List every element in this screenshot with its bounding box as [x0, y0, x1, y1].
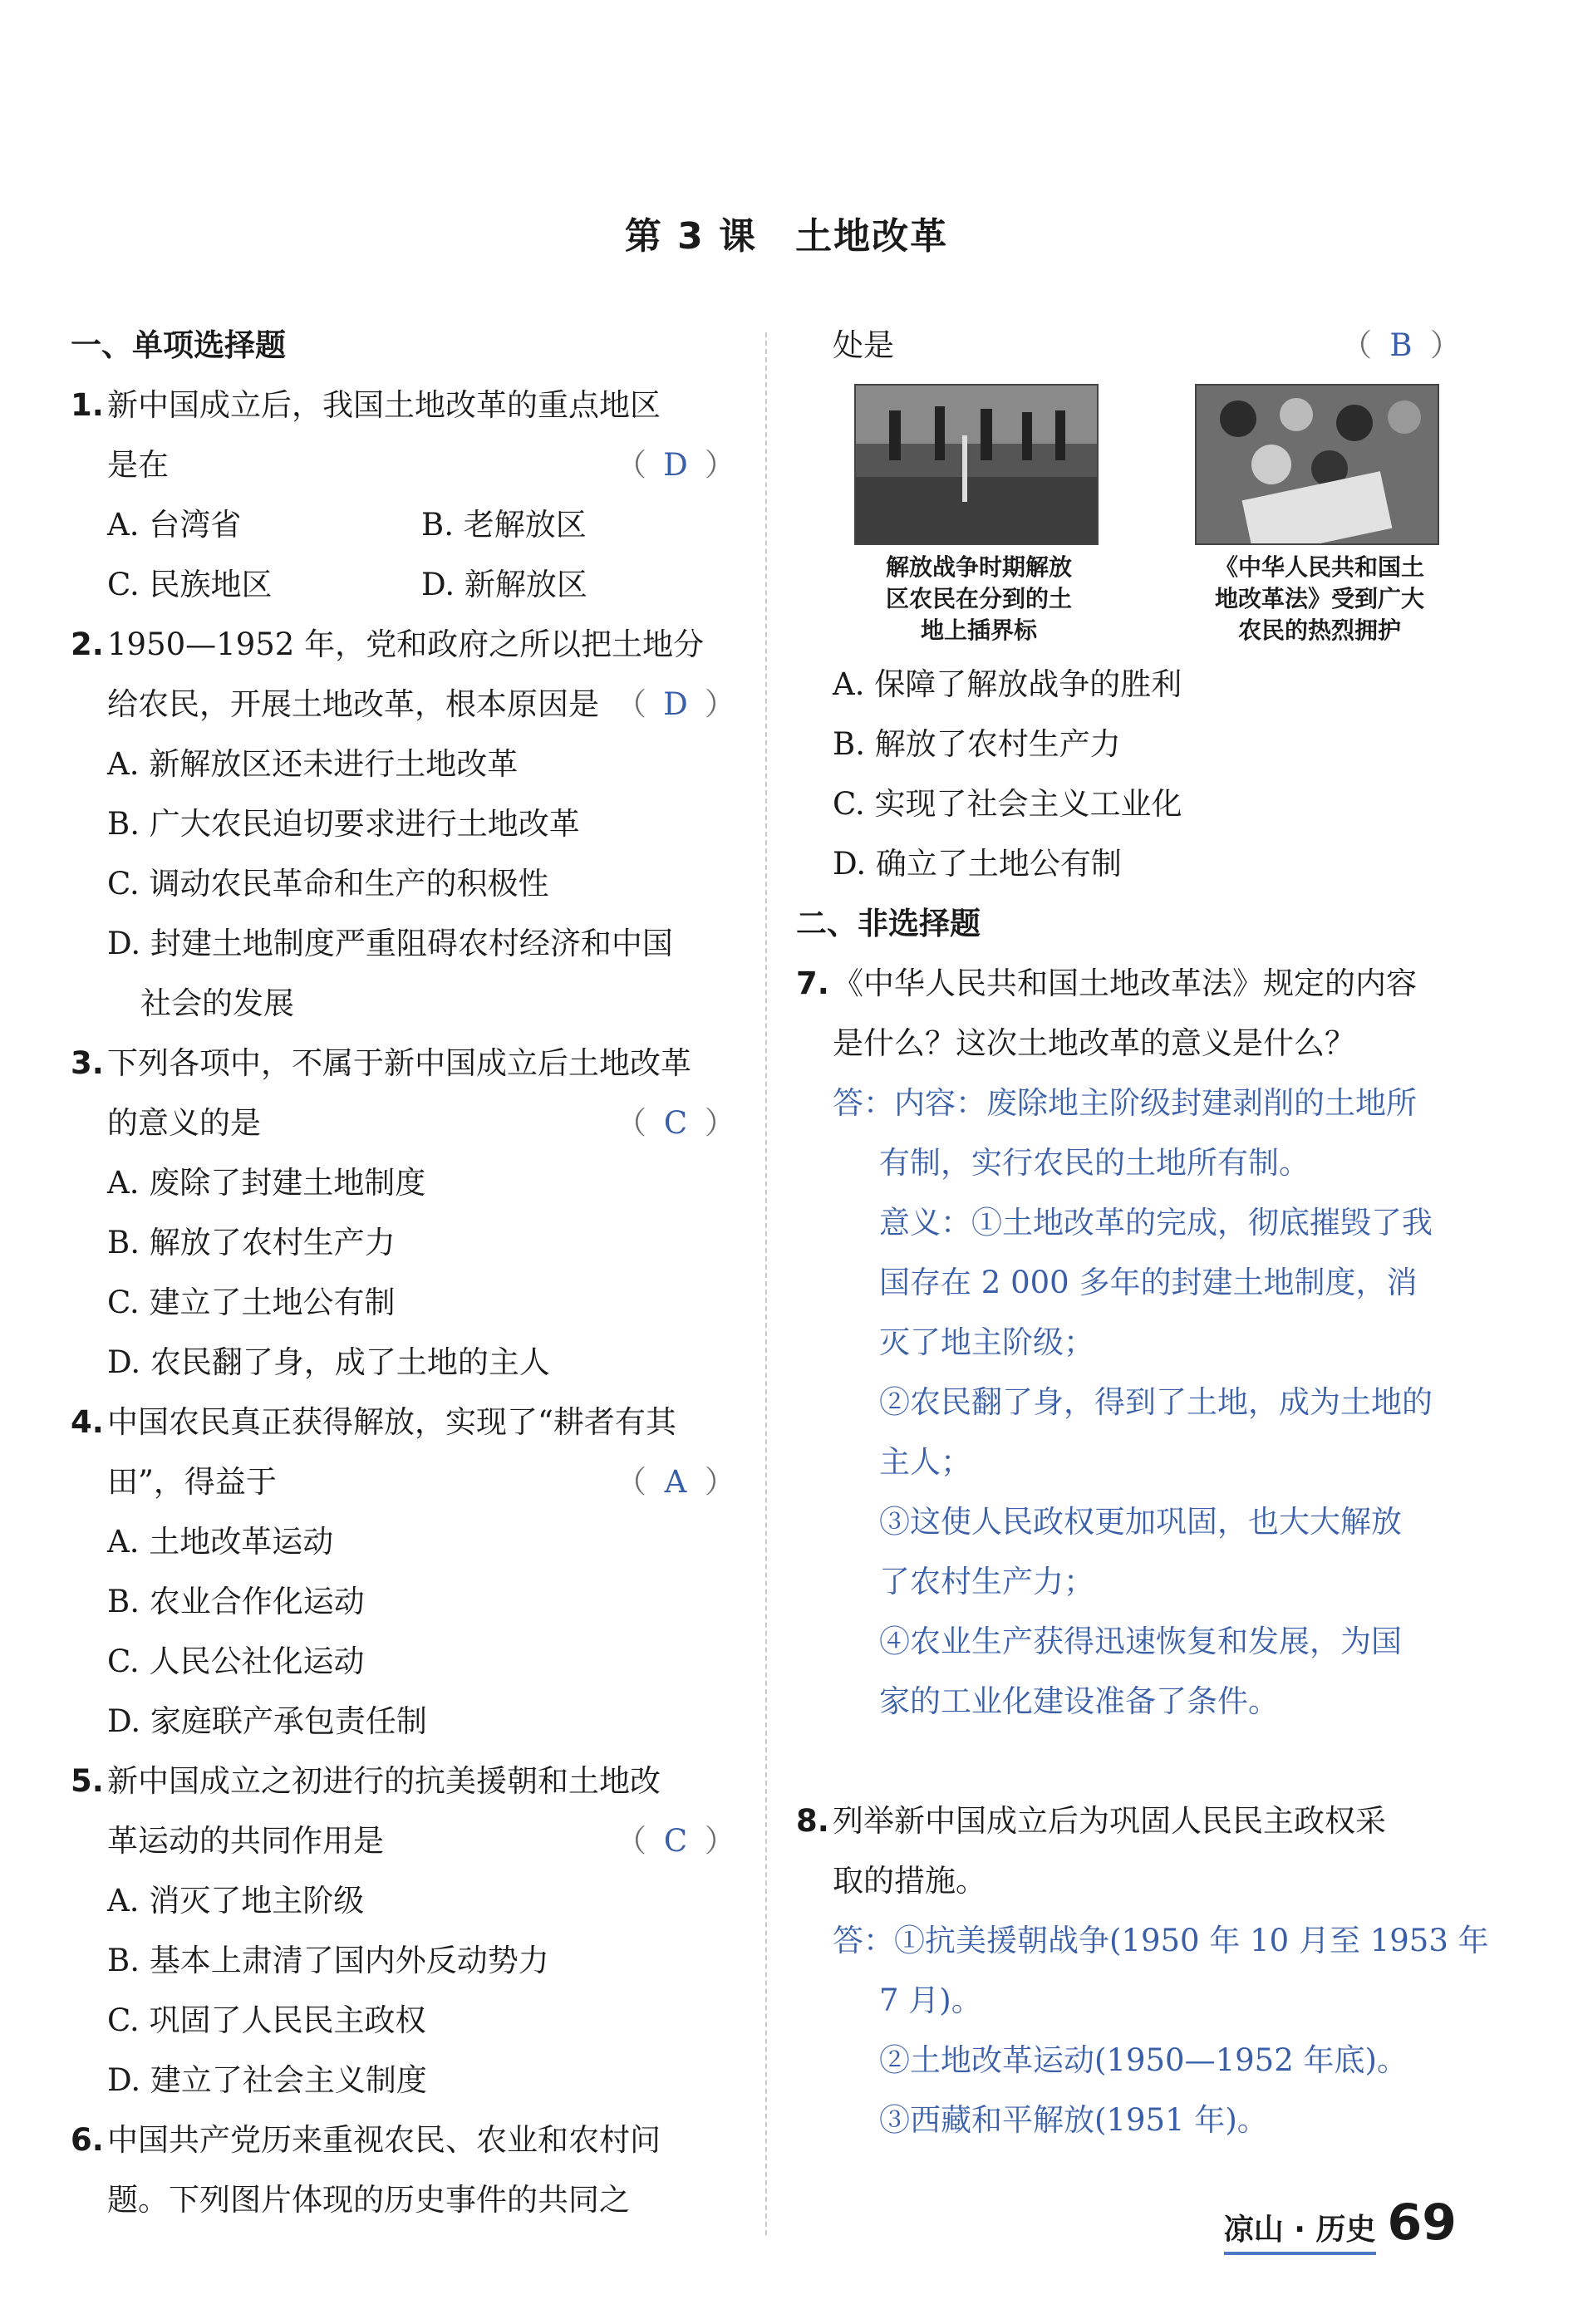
question-text: 新中国成立后，我国土地改革的重点地区	[107, 387, 661, 423]
option-c: C. 巩固了人民民主政权	[107, 2002, 426, 2038]
answer-line: 答：①抗美援朝战争(1950 年 10 月至 1953 年	[833, 1923, 1489, 1958]
section-heading-single-choice: 一、单项选择题	[71, 327, 286, 363]
answer-bracket: （ D ）	[616, 435, 735, 495]
question-text: 是在	[107, 447, 169, 483]
question-number: 1.	[71, 387, 104, 423]
answer-value: C	[663, 1105, 688, 1141]
option-d: D. 家庭联产承包责任制	[107, 1703, 427, 1739]
option-d: D. 确立了土地公有制	[833, 846, 1122, 882]
question-3	[71, 1034, 735, 1393]
question-4	[71, 1393, 735, 1752]
answer-bracket: （ C ）	[616, 1093, 735, 1153]
answer-line: 7 月)。	[879, 1983, 982, 2018]
question-text: 取的措施。	[833, 1863, 986, 1899]
question-text: 1950—1952 年，党和政府之所以把土地分	[107, 626, 705, 662]
question-6-photos	[796, 376, 1461, 655]
question-text: 题。下列图片体现的历史事件的共同之	[107, 2182, 630, 2218]
question-6	[71, 2110, 735, 2230]
option-a: A. 保障了解放战争的胜利	[833, 666, 1182, 702]
question-number: 2.	[71, 626, 104, 662]
question-8	[796, 1791, 1489, 2150]
option-d: D. 农民翻了身，成了土地的主人	[107, 1344, 550, 1380]
question-number: 3.	[71, 1045, 104, 1081]
answer-line: 意义：①土地改革的完成，彻底摧毁了我	[879, 1205, 1433, 1241]
answer-line: ③西藏和平解放(1951 年)。	[879, 2102, 1268, 2138]
answer-value: C	[663, 1823, 688, 1859]
option-d-continued: 社会的发展	[140, 985, 294, 1021]
photo-caption: 《中华人民共和国土 地改革法》受到广大 农民的热烈拥护	[1214, 553, 1424, 644]
question-text: 田”，得益于	[107, 1464, 277, 1500]
page-title: 第 3 课 土地改革	[624, 215, 949, 258]
photo-caption: 解放战争时期解放 区农民在分到的土 地上插界标	[885, 553, 1072, 644]
answer-line: 主人；	[879, 1444, 971, 1480]
answer-bracket: （ A ）	[616, 1452, 735, 1512]
question-text: 中国共产党历来重视农民、农业和农村问	[107, 2122, 661, 2158]
question-text: 下列各项中，不属于新中国成立后土地改革	[107, 1045, 691, 1081]
answer-line: 答：内容：废除地主阶级封建剥削的土地所	[833, 1085, 1417, 1121]
question-number: 5.	[71, 1763, 104, 1799]
option-d: D. 封建土地制度严重阻碍农村经济和中国	[107, 926, 673, 961]
answer-line: ②土地改革运动(1950—1952 年底)。	[879, 2042, 1408, 2078]
option-a: A. 废除了封建土地制度	[107, 1165, 426, 1201]
answer-line: 灭了地主阶级；	[879, 1324, 1094, 1360]
answer-value: D	[663, 447, 688, 483]
question-text: 是什么？这次土地改革的意义是什么？	[833, 1025, 1355, 1061]
right-column	[796, 316, 1489, 2150]
historical-photo-image	[854, 384, 1099, 545]
option-b: B. 农业合作化运动	[107, 1584, 365, 1619]
historical-photo-image	[1195, 384, 1439, 545]
question-7	[796, 954, 1461, 1732]
book-label: 凉山 · 历史	[1224, 2206, 1376, 2255]
left-column	[71, 316, 735, 2230]
answer-bracket: （ B ）	[1341, 316, 1461, 376]
option-c: C. 民族地区	[107, 567, 273, 602]
question-text: 《中华人民共和国土地改革法》规定的内容	[833, 965, 1417, 1001]
option-b: B. 基本上肃清了国内外反动势力	[107, 1943, 549, 1978]
question-text: 的意义的是	[107, 1105, 261, 1141]
option-c: C. 实现了社会主义工业化	[833, 786, 1182, 822]
question-number: 8.	[796, 1803, 829, 1839]
option-c: C. 建立了土地公有制	[107, 1285, 396, 1320]
answer-bracket: （ C ）	[616, 1811, 735, 1871]
question-number: 4.	[71, 1404, 104, 1440]
answer-line: 有制，实行农民的土地所有制。	[879, 1145, 1310, 1181]
question-5	[71, 1752, 735, 2110]
option-b: B. 老解放区	[421, 507, 587, 543]
photo-land-reform-law-welcome	[1195, 384, 1444, 655]
answer-line: ②农民翻了身，得到了土地，成为土地的	[879, 1384, 1433, 1420]
option-a: A. 消灭了地主阶级	[107, 1883, 365, 1919]
question-text: 处是	[833, 327, 894, 363]
option-a: A. 新解放区还未进行土地改革	[107, 746, 519, 782]
option-d: D. 新解放区	[421, 567, 587, 602]
question-2	[71, 615, 735, 1034]
answer-bracket: （ D ）	[616, 675, 735, 735]
answer-line: ④农业生产获得迅速恢复和发展，为国	[879, 1624, 1402, 1659]
answer-value: B	[1389, 327, 1413, 363]
question-number: 7.	[796, 965, 829, 1001]
column-divider	[765, 332, 767, 2235]
option-d: D. 建立了社会主义制度	[107, 2062, 427, 2098]
answer-line: ③这使人民政权更加巩固，也大大解放	[879, 1504, 1402, 1540]
section-heading-non-choice: 二、非选择题	[796, 906, 981, 941]
question-text: 给农民，开展土地改革，根本原因是	[107, 686, 599, 722]
page-footer	[1224, 2194, 1457, 2255]
photo-land-boundary-markers	[854, 384, 1104, 655]
question-number: 6.	[71, 2122, 104, 2158]
option-a: A. 土地改革运动	[107, 1524, 334, 1560]
question-text: 革运动的共同作用是	[107, 1823, 384, 1859]
question-1	[71, 376, 735, 615]
option-a: A. 台湾省	[107, 507, 242, 543]
page-number: 69	[1387, 2194, 1457, 2252]
answer-value: D	[663, 686, 688, 722]
option-c: C. 人民公社化运动	[107, 1644, 365, 1679]
option-b: B. 解放了农村生产力	[107, 1225, 396, 1260]
option-b: B. 广大农民迫切要求进行土地改革	[107, 806, 580, 842]
question-text: 中国农民真正获得解放，实现了“耕者有其	[107, 1404, 676, 1440]
answer-line: 国存在 2 000 多年的封建土地制度，消	[879, 1265, 1418, 1300]
answer-value: A	[664, 1464, 687, 1500]
answer-line: 了农村生产力；	[879, 1564, 1094, 1599]
option-c: C. 调动农民革命和生产的积极性	[107, 866, 549, 902]
question-text: 列举新中国成立后为巩固人民民主政权采	[833, 1803, 1386, 1839]
question-text: 新中国成立之初进行的抗美援朝和土地改	[107, 1763, 661, 1799]
option-b: B. 解放了农村生产力	[833, 726, 1121, 762]
answer-line: 家的工业化建设准备了条件。	[879, 1683, 1279, 1719]
